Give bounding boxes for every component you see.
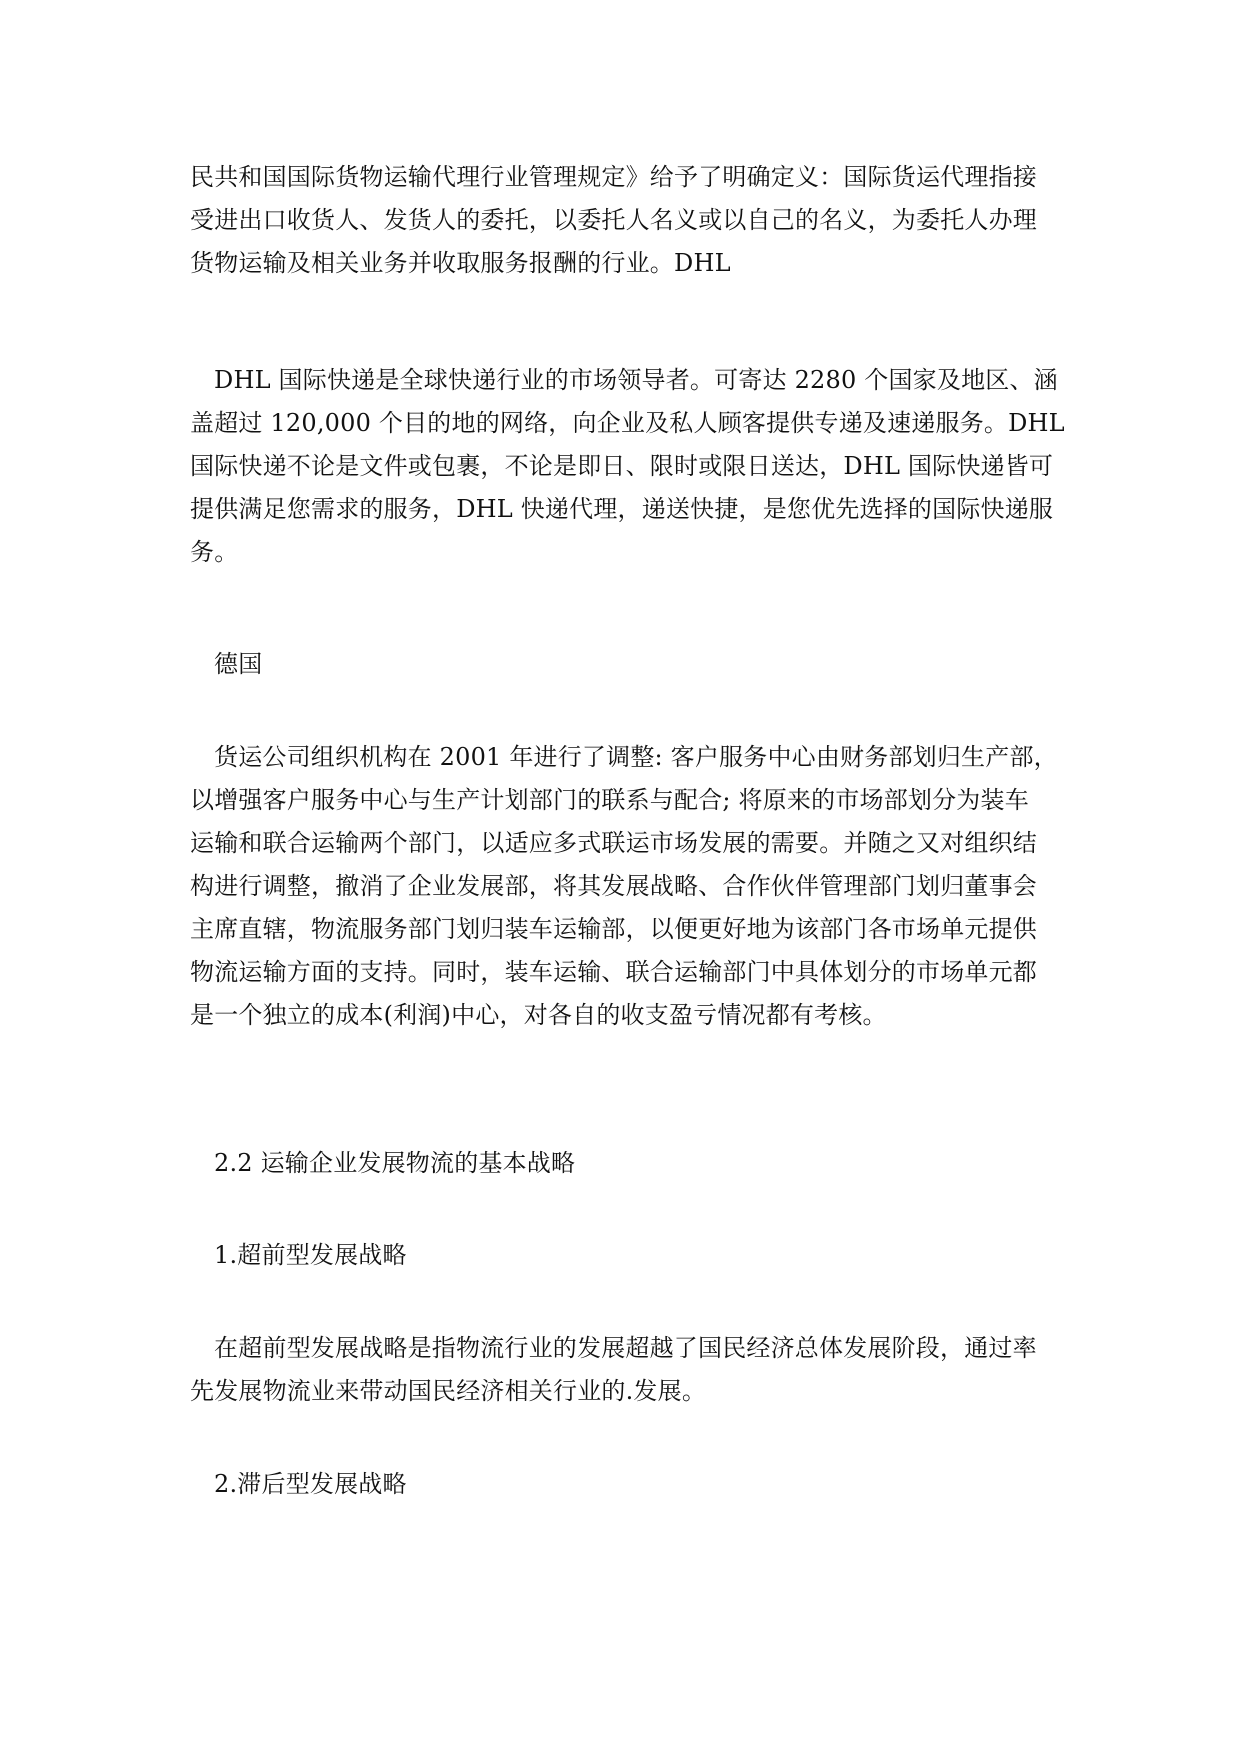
text-line: 2.2 运输企业发展物流的基本战略: [214, 1149, 576, 1177]
paragraph-advanced-strategy-definition: [190, 1327, 1060, 1413]
text-line: 德国: [214, 650, 263, 678]
paragraph-germany-heading: [190, 643, 1060, 686]
text-line: 物流运输方面的支持。同时，装车运输、联合运输部门中具体划分的市场单元都: [190, 958, 1037, 986]
text-line: 构进行调整，撤消了企业发展部，将其发展战略、合作伙伴管理部门划归董事会: [190, 872, 1037, 900]
text-line: 主席直辖，物流服务部门划归装车运输部，以便更好地为该部门各市场单元提供: [190, 915, 1037, 943]
text-line: 货运公司组织机构在 2001 年进行了调整: 客户服务中心由财务部划归生产部，: [214, 743, 1058, 771]
text-line: 1.超前型发展战略: [214, 1241, 407, 1269]
text-line: 民共和国国际货物运输代理行业管理规定》给予了明确定义：国际货运代理指接: [190, 163, 1037, 191]
paragraph-dhl-express: [190, 359, 1065, 574]
text-line: 在超前型发展战略是指物流行业的发展超越了国民经济总体发展阶段，通过率: [214, 1334, 1037, 1362]
text-line: 货物运输及相关业务并收取服务报酬的行业。DHL: [190, 249, 731, 277]
text-line: 受进出口收货人、发货人的委托，以委托人名义或以自己的名义，为委托人办理: [190, 206, 1037, 234]
paragraph-freight-company-restructure: [190, 736, 1060, 1037]
text-line: 务。: [190, 538, 239, 566]
section-heading-basic-strategy: [190, 1142, 1060, 1185]
paragraph-freight-agency-definition: [190, 156, 1060, 285]
text-line: 是一个独立的成本(利润)中心，对各自的收支盈亏情况都有考核。: [190, 1001, 887, 1029]
text-line: 先发展物流业来带动国民经济相关行业的.发展。: [190, 1377, 707, 1405]
text-line: 以增强客户服务中心与生产计划部门的联系与配合; 将原来的市场部划分为装车: [190, 786, 1029, 814]
text-line: 提供满足您需求的服务，DHL 快递代理，递送快捷，是您优先选择的国际快递服: [190, 495, 1054, 523]
text-line: 国际快递不论是文件或包裹，不论是即日、限时或限日送达，DHL 国际快递皆可: [190, 452, 1054, 480]
text-line: 运输和联合运输两个部门，以适应多式联运市场发展的需要。并随之又对组织结: [190, 829, 1037, 857]
text-line: DHL 国际快递是全球快递行业的市场领导者。可寄达 2280 个国家及地区、涵: [214, 366, 1058, 394]
text-line: 2.滞后型发展战略: [214, 1470, 407, 1498]
subheading-lagging-strategy: [190, 1463, 1060, 1506]
text-line: 盖超过 120,000 个目的地的网络，向企业及私人顾客提供专递及速递服务。DHL: [190, 409, 1065, 437]
subheading-advanced-strategy: [190, 1234, 1060, 1277]
